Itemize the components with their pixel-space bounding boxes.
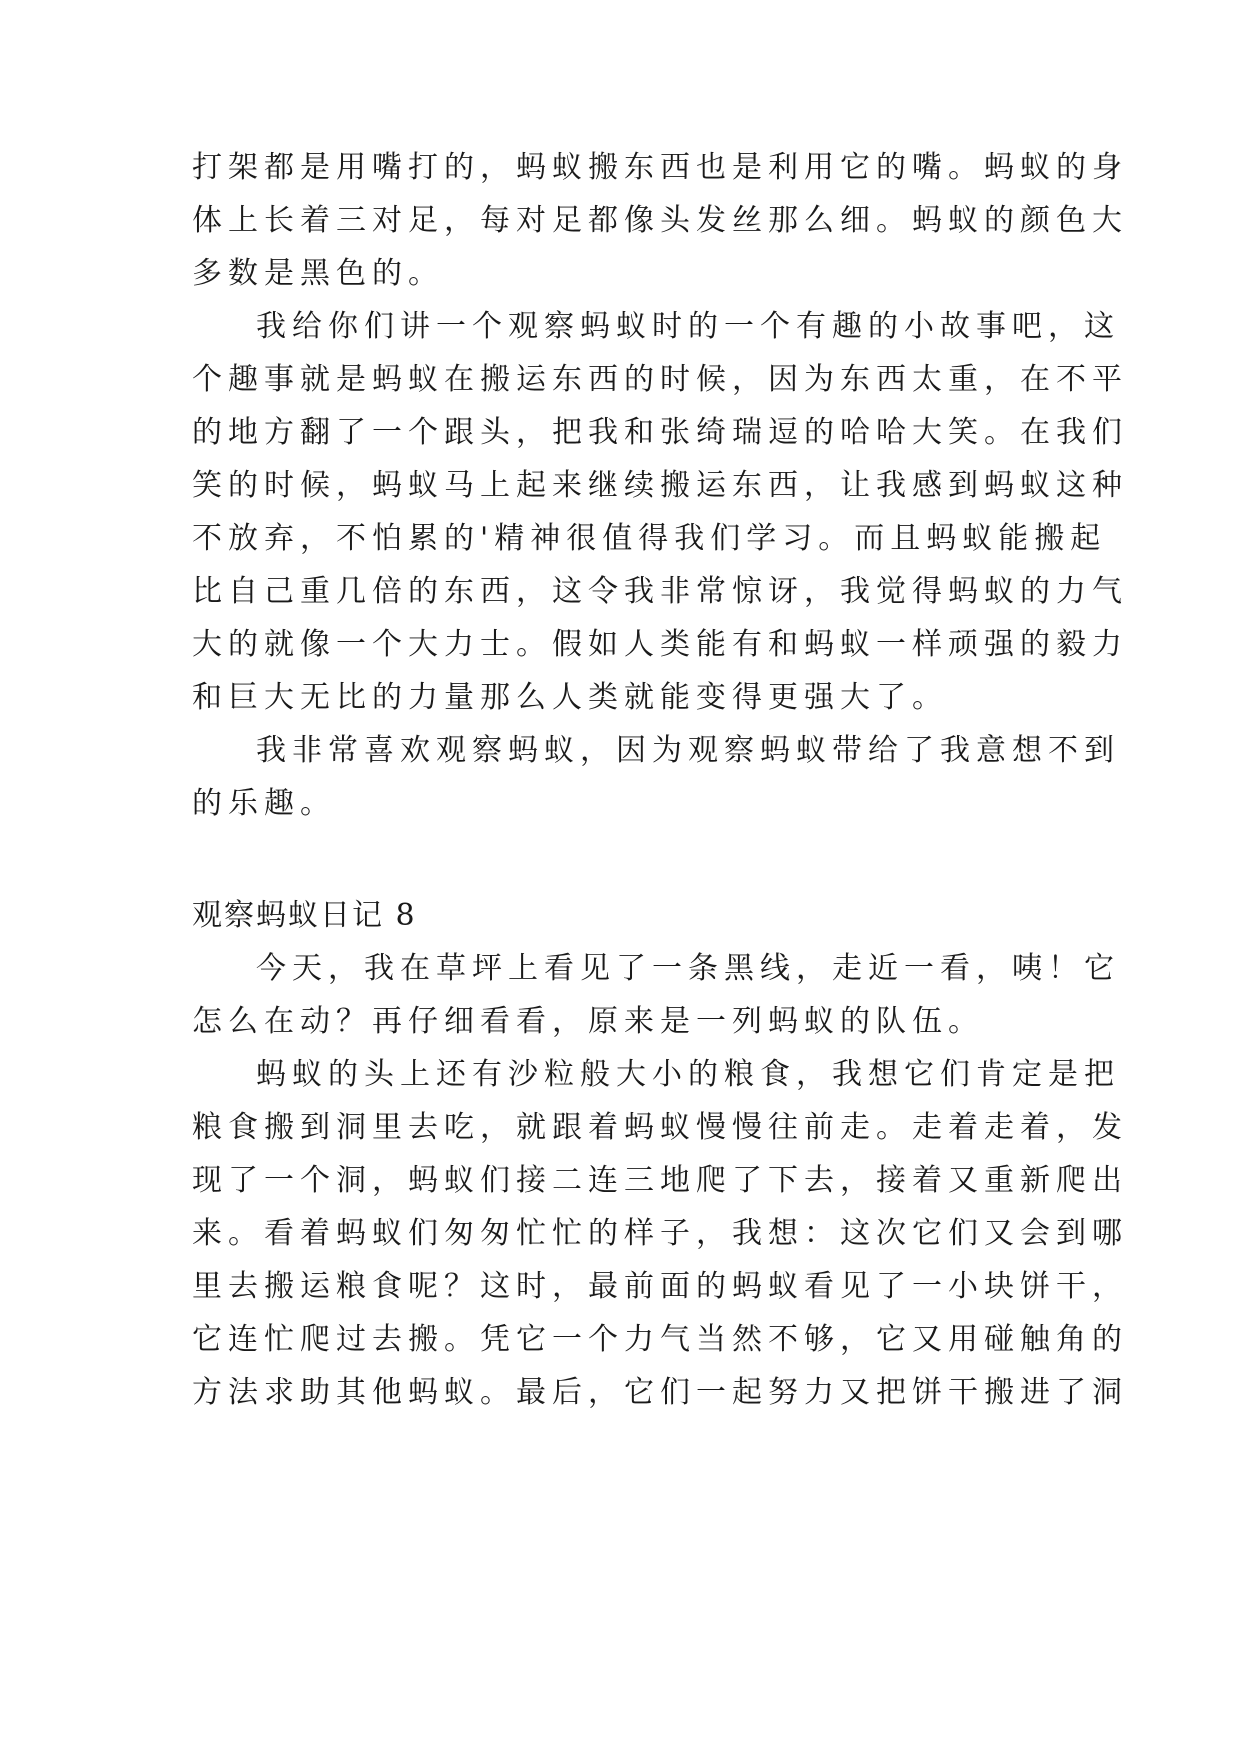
section-paragraph-1-line-2: 怎么在动？再仔细看看，原来是一列蚂蚁的队伍。 [192, 1004, 984, 1039]
section-paragraph-2-line-6: 它连忙爬过去搬。凭它一个力气当然不够，它又用碰触角的 [192, 1322, 1128, 1357]
paragraph-1-line-1: 打架都是用嘴打的，蚂蚁搬东西也是利用它的嘴。蚂蚁的身 [192, 150, 1128, 185]
paragraph-3-line-2: 的乐趣。 [192, 786, 336, 821]
paragraph-1-line-2: 体上长着三对足，每对足都像头发丝那么细。蚂蚁的颜色大 [192, 203, 1128, 238]
paragraph-2-line-1: 我给你们讲一个观察蚂蚁时的一个有趣的小故事吧，这 [256, 309, 1120, 344]
section-paragraph-2-line-2: 粮食搬到洞里去吃，就跟着蚂蚁慢慢往前走。走着走着，发 [192, 1110, 1128, 1145]
paragraph-2-line-3: 的地方翻了一个跟头，把我和张绮瑞逗的哈哈大笑。在我们 [192, 415, 1128, 450]
paragraph-2-line-4: 笑的时候，蚂蚁马上起来继续搬运东西，让我感到蚂蚁这种 [192, 468, 1128, 503]
section-paragraph-2-line-7: 方法求助其他蚂蚁。最后，它们一起努力又把饼干搬进了洞 [192, 1375, 1128, 1410]
section-heading: 观察蚂蚁日记 8 [192, 898, 417, 933]
section-paragraph-2-line-5: 里去搬运粮食呢？这时，最前面的蚂蚁看见了一小块饼干， [192, 1269, 1128, 1304]
section-paragraph-2-line-1: 蚂蚁的头上还有沙粒般大小的粮食，我想它们肯定是把 [256, 1057, 1120, 1092]
paragraph-1-line-3: 多数是黑色的。 [192, 256, 444, 291]
section-paragraph-2-line-3: 现了一个洞，蚂蚁们接二连三地爬了下去，接着又重新爬出 [192, 1163, 1128, 1198]
section-paragraph-1-line-1: 今天，我在草坪上看见了一条黑线，走近一看，咦！它 [256, 951, 1120, 986]
paragraph-3-line-1: 我非常喜欢观察蚂蚁，因为观察蚂蚁带给了我意想不到 [256, 733, 1120, 768]
paragraph-2-line-5: 不放弃，不怕累的'精神很值得我们学习。而且蚂蚁能搬起 [192, 521, 1107, 556]
paragraph-2-line-8: 和巨大无比的力量那么人类就能变得更强大了。 [192, 680, 948, 715]
section-paragraph-2-line-4: 来。看着蚂蚁们匆匆忙忙的样子，我想：这次它们又会到哪 [192, 1216, 1128, 1251]
paragraph-2-line-6: 比自己重几倍的东西，这令我非常惊讶，我觉得蚂蚁的力气 [192, 574, 1128, 609]
paragraph-2-line-7: 大的就像一个大力士。假如人类能有和蚂蚁一样顽强的毅力 [192, 627, 1128, 662]
paragraph-2-line-2: 个趣事就是蚂蚁在搬运东西的时候，因为东西太重，在不平 [192, 362, 1128, 397]
